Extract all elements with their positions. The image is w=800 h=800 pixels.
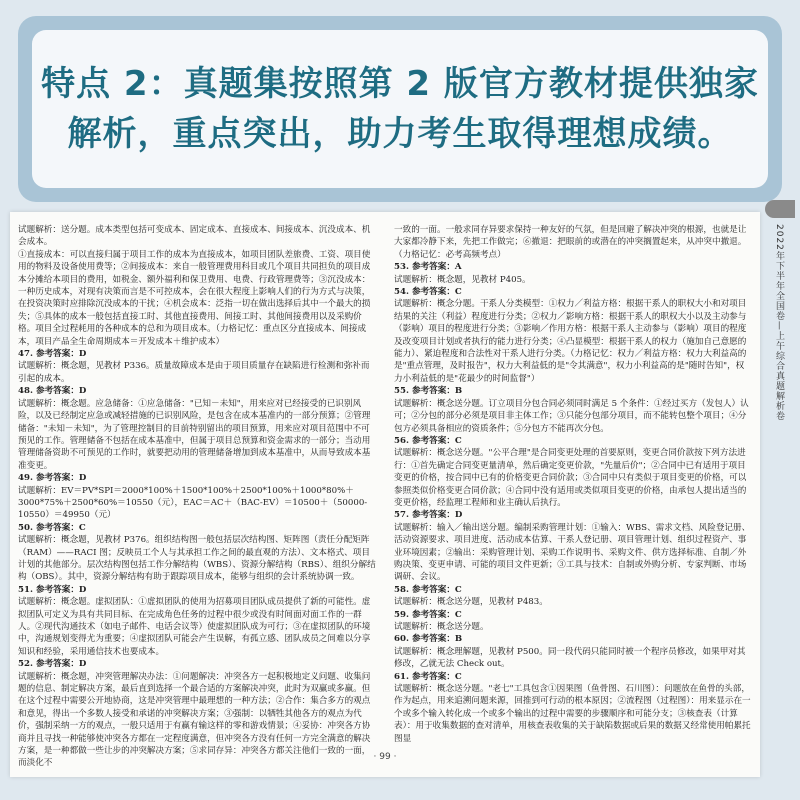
paragraph: 试题解析：EV＝PV*SPI＝2000*100%＋1500*100%＋2500*100%＋1000*80%＋3000*75%＋2500*60%＝10550（元），EAC＝AC＋（BAC-EV）＝10500＋（50000-10550）＝49950（元） <box>18 485 368 521</box>
feature-banner-inner <box>32 30 768 188</box>
paragraph: 试题解析：概念理解题，见教材 P500。同一段代码只能同时被一个程序员修改，如果甲对其修改，乙就无法 Check out。 <box>394 646 746 670</box>
page-number: · 99 · <box>373 752 397 762</box>
paragraph: 61. 参考答案：C <box>394 671 462 682</box>
paragraph: 试题解析：概念分题。干系人分类模型：①权力／利益方格：根据干系人的职权大小和对项目结果的关注（利益）程度进行分类；②权力／影响方格：根据干系人的职权大小以及主动参与（影响）项目的程度进行分类；③影响／作用方格：根据干系人主动参与（影响）项目的程度及改变项目计划或者执行的能力进行分类；④凸显模型：根据干系人的权力（施加自己意愿的能力）、紧迫程度和合法性对干系人进行分类。（力格记忆：权力／利益方格：权力大利益高的是"重点管理，及时报告"，权力大利益低的是"令其满意"，权力小利益高的是"随时告知"，权力小利益低的是"花最少的时间监督"） <box>394 299 747 384</box>
paragraph: 48. 参考答案：D <box>18 386 87 397</box>
paragraph: 试题解析：输入／输出送分题。编制采购管理计划：①输入：WBS、需求文档、风险登记册、活动资源要求、项目进度、活动成本估算、干系人登记册、项目管理计划、组织过程资产、事业环境因素；②输出：采购管理计划、采购工作说明书、采购文件、供方选择标准、自制／外购决策、变更申请、可能的项目文件更新；③工具与技术：自制或外购分析、专家判断、市场调研、会议。 <box>394 522 751 583</box>
side-tab-marker <box>765 200 795 218</box>
paragraph: 55. 参考答案：B <box>394 386 463 397</box>
paragraph: 试题解析：概念送分题。"老七"工具包含①因果图（鱼骨图、石川图）：问题放在鱼骨的头部，作为起点，用来追溯问题来源，回推到可行动的根本原因；②流程图（过程图）：用来显示在一个或多个输入转化成一个或多个输出的过程中需要的步骤顺序和可能分支；③核查表（计算表）：用于收集数据的查对清单，用核查表收集的关于缺陷数据或后果的数据又经常使用帕累托图显 <box>394 684 751 744</box>
paragraph: 试题解析：概念题，见教材 P405。 <box>394 274 531 285</box>
book-page <box>10 212 760 777</box>
paragraph: 59. 参考答案：C <box>394 609 462 620</box>
paragraph: 试题解析：概念送分题，见教材 P483。 <box>394 597 548 608</box>
paragraph: 试题解析：概念送分题。 <box>394 622 489 632</box>
left-column <box>18 224 376 769</box>
paragraph: 试题解析：概念送分题。"公平合理"是合同变更处理的首要原则，变更合同价款按下列方法进行：①首先确定合同变更量清单，然后确定变更价款，"先量后价"；②合同中已有适用于项目变更的价格，按合同中已有的价格变更合同价款；③合同中只有类似于项目变更的价格，可以参照类似价格变更合同价款；④合同中没有适用或类似项目变更的价格，由承包人提出适当的变更价格，经监理工程师和业主确认后执行。 <box>394 448 747 508</box>
banner-line-2: 解析，重点突出，助力考生取得理想成绩。 <box>67 114 733 154</box>
right-column <box>394 224 752 744</box>
paragraph: ①直接成本：可以直接归属于项目工作的成本为直接成本，如项目团队差旅费、工资、项目使用的物料及设备使用费等；②间接成本：来自一般管理费用科目或几个项目共同担负的项目成本分摊给本项目的费用，如税金、额外福利和保卫费用、电费、行政管理费等；③沉没成本：一种历史成本，对现有决策而言是不可控成本，会在很大程度上影响人们的行为方式与决策，在投资决策时应排除沉没成本的干扰；④机会成本：泛指一切在做出选择后其中一个最大的损失；⑤具体的成本一般包括直接工时、其他直接费用、间接工时、其他间接费用以及采购价格。项目全过程耗用的各种成本的总和为项目成本。（力格记忆：重点区分直接成本、间接成本，项目产品全生命周期成本＝开发成本＋维护成本） <box>18 249 371 347</box>
paragraph: 50. 参考答案：C <box>18 522 86 533</box>
paragraph: 试题解析：概念题。应急储备：①应急储备："已知－未知"，用来应对已经接受的已识别风险，以及已经制定应急或减轻措施的已识别风险，是包含在成本基准内的一部分预算；②管理储备："未知－未知"，为了管理控制目的目前特别留出的项目预算，用来应对项目范围中不可预见的工作。管理储备不包括在成本基准中，但属于项目总预算和资金需求的一部分；当动用管理储备资助不可预见的工作时，就要把动用的管理储备增加到成本基准中，从而导致成本基准变更。 <box>18 398 371 471</box>
paragraph: 54. 参考答案：C <box>394 287 462 298</box>
paragraph: 47. 参考答案：D <box>18 349 87 360</box>
banner-line-1: 特点 2：真题集按照第 2 版官方教材提供独家 <box>41 64 759 104</box>
paragraph: 56. 参考答案：C <box>394 435 462 446</box>
paragraph: 试题解析：概念题，见教材 P336。质量故障成本是由于项目质量存在缺陷进行检测和弥补而引起的成本。 <box>18 361 370 384</box>
side-tab <box>765 200 795 430</box>
paragraph: 试题解析：概念送分题。订立项目分包合同必须同时满足 5 个条件：①经过买方（发包人）认可；②分包的部分必须是项目非主体工作；③只能分包部分项目，而不能转包整个项目；④分包方必须具备相应的资质条件；⑤分包方不能再次分包。 <box>394 398 749 434</box>
paragraph: 试题解析：概念题，见教材 P376。组织结构图一般包括层次结构图、矩阵图（责任分配矩阵（RAM）——RACI 图；反映员工个人与其承担工作之间的最直观的方法）、文本格式、项目计划的其他部分。层次结构图包括工作分解结构（WBS）、资源分解结构（RBS）、组织分解结构（OBS）。其中，资源分解结构有助于跟踪项目成本，能够与组织的会计系统协调一致。 <box>18 535 376 583</box>
paragraph: 58. 参考答案：C <box>394 584 462 595</box>
paragraph: 60. 参考答案：B <box>394 634 463 645</box>
paragraph: 53. 参考答案：A <box>394 262 462 273</box>
paragraph: 试题解析：送分题。成本类型包括可变成本、固定成本、直接成本、间接成本、沉没成本、机会成本。 <box>18 225 371 248</box>
paragraph: 49. 参考答案：D <box>18 473 87 484</box>
paragraph: 一致的一面。一般求同存异要求保持一种友好的气氛，但是回避了解决冲突的根源，也就是让大家都冷静下来，先把工作做完；⑥撤退：把眼前的或潜在的冲突搁置起来，从冲突中撤退。（力格记忆：必考高频考点） <box>394 225 747 260</box>
paragraph: 51. 参考答案：D <box>18 584 87 595</box>
paragraph: 试题解析：概念题。虚拟团队：①虚拟团队的使用为招募项目团队成员提供了新的可能性。虚拟团队可定义为具有共同目标、在完成角色任务的过程中很少或没有时间面对面工作的一群人。②现代沟通技术（如电子邮件、电话会议等）使虚拟团队成为可行；③在虚拟团队的环境中，沟通规划变得尤为重要；④虚拟团队可能会产生误解，有孤立感、团队成员之间难以分享知识和经验，采用通信技术也要成本。 <box>18 597 371 657</box>
side-tab-label: 2022年下半年全国卷—上午综合真题解析卷 <box>774 224 784 421</box>
paragraph: 52. 参考答案：D <box>18 659 87 670</box>
paragraph: 57. 参考答案：D <box>394 510 463 521</box>
feature-banner <box>18 16 782 202</box>
paragraph: 试题解析：概念题，冲突管理解决办法：①问题解决：冲突各方一起积极地定义问题、收集问题的信息、制定解决方案，最后直到选择一个最合适的方案解决冲突，此时为双赢或多赢。但在这个过程中需要公开地协商，这是冲突管理中最理想的一种方法；②合作：集合多方的观点和意见，得出一个多数人接受和承诺的冲突解决方案；③强制：以牺牲其他各方的观点为代价，强制采纳一方的观点，一般只适用于有赢有输这样的零和游戏情景；④妥协：冲突各方协商并且寻找一种能够使冲突各方都在一定程度满意，但冲突各方没有任何一方完全满意的解决方案，是一种都做一些让步的冲突解决方案；⑤求同存异：冲突各方都关注他们一致的一面，而淡化不 <box>18 671 371 769</box>
